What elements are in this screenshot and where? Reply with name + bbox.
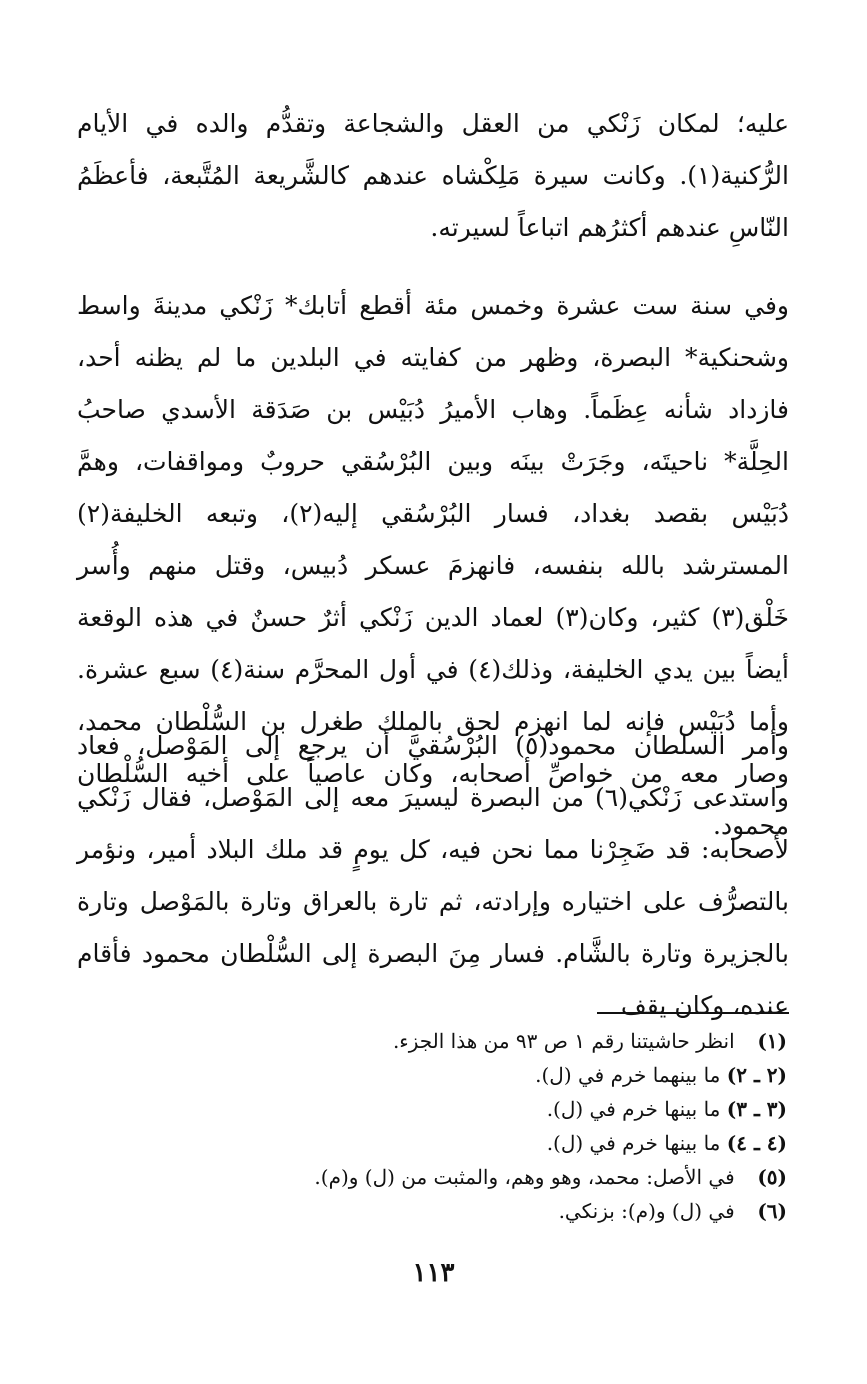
- paragraph-3: وأمر السلطان محمود(٥) البُرْسُقيَّ أن يرجع إلى المَوْصل، فعاد واستدعى زَنْكي(٦) من البصرة ليسيرَ معه إلى المَوْصل، فقال زَنْكي لأصحابه: قد ضَجِرْنا مما نحن فيه، كل يومٍ قد ملك البلاد أمير، ونؤمر بالتصرُّف على اختياره وإرادته، ثم تارة بالعراق وتارة بالمَوْصل وتارة بالجزيرة وتارة بالشَّام. فسار مِنَ البصرة إلى السُّلْطان محمود فأقام عنده، وكان يقف: [77, 731, 790, 1020]
- footnote-text: ما بينها خرم في (ل).: [546, 1131, 721, 1155]
- footnote-1: [87, 1024, 787, 1058]
- footnote-number: (٢ ـ ٢): [726, 1063, 787, 1087]
- footnote-number: (٥): [757, 1165, 787, 1189]
- footnote-number: (١): [757, 1029, 787, 1053]
- footnotes-list: [87, 1024, 787, 1228]
- footnote-divider: [597, 1012, 789, 1014]
- footnote-4: [87, 1126, 787, 1160]
- footnote-text: انظر حاشيتنا رقم ١ ص ٩٣ من هذا الجزء.: [392, 1029, 735, 1053]
- footnote-number: (٦): [757, 1199, 787, 1223]
- footnote-text: في (ل) و(م): بزنكي.: [558, 1199, 735, 1223]
- page-number: ١١٣: [412, 1258, 455, 1288]
- paragraph-1: عليه؛ لمكان زَنْكي من العقل والشجاعة وتقدُّم والده في الأيام الرُّكنية(١). وكانت سيرة مَلِكْشاه عندهم كالشَّريعة المُتَّبعة، فأعظَمُ النّاسِ عندهم أكثرُهم اتباعاً لسيرته.: [77, 109, 789, 242]
- footnote-5: [87, 1160, 787, 1194]
- footnote-text: ما بينها خرم في (ل).: [546, 1097, 721, 1121]
- footnote-number: (٤ ـ ٤): [726, 1131, 787, 1155]
- footnote-number: (٣ ـ ٣): [726, 1097, 787, 1121]
- footnote-3: [87, 1092, 787, 1126]
- footnote-6: [87, 1194, 787, 1228]
- footnote-2: [87, 1058, 787, 1092]
- footnote-text: ما بينهما خرم في (ل).: [535, 1063, 721, 1087]
- footnote-text: في الأصل: محمد، وهو وهم، والمثبت من (ل) و(م).: [314, 1165, 735, 1189]
- paragraph-2: وفي سنة ست عشرة وخمس مئة أقطع أتابك* زَنْكي مدينةَ واسط وشحنكية* البصرة، وظهر من كفايته في البلدين ما لم يظنه أحد، فازداد شأنه عِظَماً. وهاب الأميرُ دُبَيْس بن صَدَقة الأسدي صاحبُ الحِلَّة* ناحيتَه، وجَرَتْ بينَه وبين البُرْسُقي حروبٌ ومواقفات، وهمَّ دُبَيْس بقصد بغداد، فسار البُرْسُقي إليه(٢)، وتبعه الخليفة(٢) المسترشد بالله بنفسه، فانهزمَ عسكر دُبيس، وقتل منهم وأُسر خَلْق(٣) كثير، وكان(٣) لعماد الدين زَنْكي أثرٌ حسنٌ في هذه الوقعة أيضاً بين يدي الخليفة، وذلك(٤) في أول المحرَّم سنة(٤) سبع عشرة. وأما دُبَيْس فإنه لما انهزم لحق بالملك طغرل بن السُّلْطان محمد، وصار معه من خواصِّ أصحابه، وكان عاصياً على أخيه السُّلْطان محمود.: [77, 291, 789, 840]
